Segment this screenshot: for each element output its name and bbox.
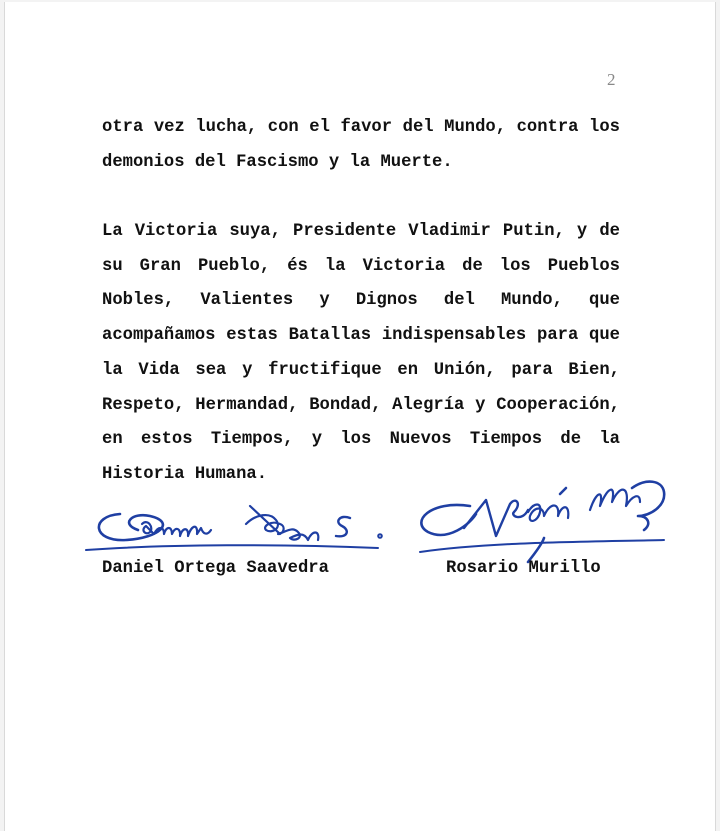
- signer-name-rosario-murillo: Rosario Murillo: [446, 559, 601, 578]
- signer-name-daniel-ortega: Daniel Ortega Saavedra: [102, 559, 329, 578]
- paragraph-1: otra vez lucha, con el favor del Mundo, contra los demonios del Fascismo y la Muerte.: [102, 118, 620, 172]
- page-number: 2: [607, 70, 616, 89]
- document-page: [4, 2, 716, 831]
- paragraph-2: La Victoria suya, Presidente Vladimir Putin, y de su Gran Pueblo, és la Victoria de los Pueblos Nobles, Valientes y Dignos del Mundo, que acompañamos estas Batallas indispensables para que la Vida sea y fructifique en Unión, para Bien, Respeto, Hermandad, Bondad, Alegría y Cooperación, en estos Tiempos, y los Nuevos Tiempos de la Historia Humana.: [102, 222, 620, 484]
